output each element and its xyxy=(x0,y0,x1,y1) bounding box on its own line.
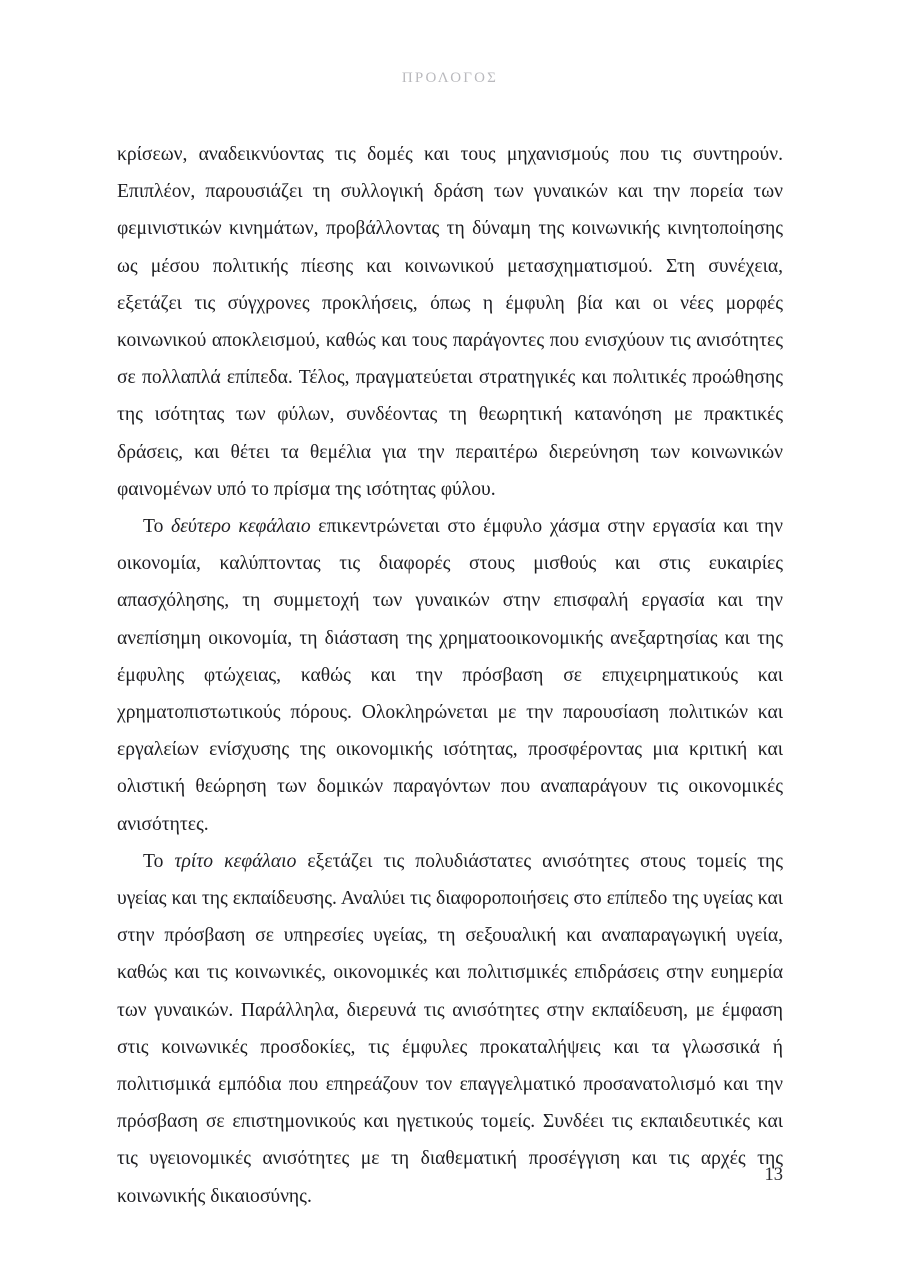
paragraph-2-run-0: Το xyxy=(143,516,172,538)
paragraph-2 xyxy=(117,508,783,843)
paragraph-1-run-0: κρίσεων, αναδεικνύοντας τις δομές και τους μηχανισμούς που τις συντηρούν. Επιπλέον, παρουσιάζει τη συλλογική δράση των γυναικών και την πορεία των φεμινιστικών κινημάτων, προβάλλοντας τη δύναμη της κοινωνικής κινητοποίησης ως μέσου πολιτικής πίεσης και κοινωνικού μετασχηματισμού. Στη συνέχεια, εξετάζει τις σύγχρονες προκλήσεις, όπως η έμφυλη βία και οι νέες μορφές κοινωνικού αποκλεισμού, καθώς και τους παράγοντες που ενισχύουν τις ανισότητες σε πολλαπλά επίπεδα. Τέλος, πραγματεύεται στρατηγικές και πολιτικές προώθησης της ισότητας των φύλων, συνδέοντας τη θεωρητική κατανόηση με πρακτικές δράσεις, και θέτει τα θεμέλια για την περαιτέρω διερεύνηση των κοινωνικών φαινομένων υπό το πρίσμα της ισότητας φύλου. xyxy=(117,144,783,500)
paragraph-3-run-0: Το xyxy=(143,850,175,872)
running-head: ΠΡΟΛΟΓΟΣ xyxy=(401,70,499,86)
paragraph-3-run-2: εξετάζει τις πολυδιάστατες ανισότητες στους τομείς της υγείας και της εκπαίδευσης. Αναλύει τις διαφοροποιήσεις στο επίπεδο της υγείας και στην πρόσβαση σε υπηρεσίες υγείας, τη σεξουαλική και αναπαραγωγική υγεία, καθώς και τις κοινωνικές, οικονομικές και πολιτισμικές επιδράσεις στην ευημερία των γυναικών. Παράλληλα, διερευνά τις ανισότητες στην εκπαίδευση, με έμφαση στις κοινωνικές προσδοκίες, τις έμφυλες προκαταλήψεις και τα γλωσσικά ή πολιτισμικά εμπόδια που επηρεάζουν τον επαγγελματικό προσανατολισμό και την πρόσβαση σε επιστημονικούς και ηγετικούς τομείς. Συνδέει τις εκπαιδευτικές και τις υγειονομικές ανισότητες με τη διαθεματική προσέγγιση και τις αρχές της κοινωνικής δικαιοσύνης. xyxy=(117,850,783,1207)
paragraph-1 xyxy=(117,136,783,508)
paragraph-2-italic-run-1: δεύτερο κεφάλαιο xyxy=(171,516,311,538)
paragraph-3-italic-run-1: τρίτο κεφάλαιο xyxy=(174,850,297,872)
page-number: 13 xyxy=(764,1165,783,1185)
paragraph-3 xyxy=(117,843,783,1215)
body-text-block xyxy=(117,136,783,1215)
paragraph-2-run-2: επικεντρώνεται στο έμφυλο χάσμα στην εργασία και την οικονομία, καλύπτοντας τις διαφορές στους μισθούς και στις ευκαιρίες απασχόλησης, τη συμμετοχή των γυναικών στην επισφαλή εργασία και την ανεπίσημη οικονομία, τη διάσταση της χρηματοοικονομικής ανεξαρτησίας και της έμφυλης φτώχειας, καθώς και την πρόσβαση σε επιχειρηματικούς και χρηματοπιστωτικούς πόρους. Ολοκληρώνεται με την παρουσίαση πολιτικών και εργαλείων ενίσχυσης της οικονομικής ισότητας, προσφέροντας μια κριτική και ολιστική θεώρηση των δομικών παραγόντων που αναπαράγουν τις οικονομικές ανισότητες. xyxy=(117,516,783,835)
